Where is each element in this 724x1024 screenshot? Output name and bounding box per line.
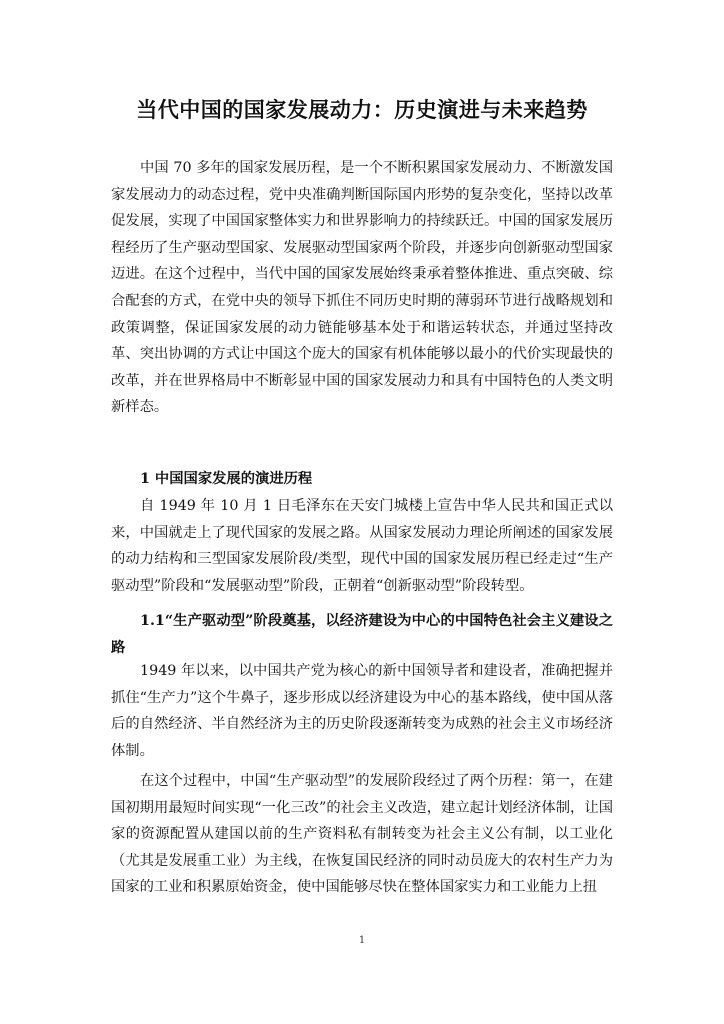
document-title: 当代中国的国家发展动力：历史演进与未来趋势 bbox=[136, 97, 588, 122]
section-1-1-paragraph-2: 在这个过程中，中国“生产驱动型”的发展阶段经过了两个历程：第一，在建国初期用最短时间实现“一化三改”的社会主义改造，建立起计划经济体制，让国家的资源配置从建国以前的生产资料私有制转变为社会主义公有制，以工业化（尤其是发展重工业）为主线，在恢复国民经济的同时动员庞大的农村生产力为国家的工业和积累原始资金，使中国能够尽快在整体国家实力和工业能力上扭 bbox=[111, 773, 613, 896]
section-1-paragraph: 自 1949 年 10 月 1 日毛泽东在天安门城楼上宣告中华人民共和国正式以来，中国就走上了现代国家的发展之路。从国家发展动力理论所阐述的国家发展的动力结构和三型国家发展阶段/类型，现代中国的国家发展历程已经走过“生产驱动型”阶段和“发展驱动型”阶段，正朝着“创新驱动型”阶段转型。 bbox=[111, 498, 613, 594]
section-1-1-paragraph-1: 1949 年以来，以中国共产党为核心的新中国领导者和建设者，准确把握并抓住“生产力”这个牛鼻子，逐步形成以经济建设为中心的基本路线，使中国从落后的自然经济、半自然经济为主的历史阶段逐渐转变为成熟的社会主义市场经济体制。 bbox=[111, 663, 613, 759]
abstract-paragraph: 中国 70 多年的国家发展历程，是一个不断积累国家发展动力、不断激发国家发展动力的动态过程，党中央准确判断国际国内形势的复杂变化，坚持以改革促发展，实现了中国国家整体实力和世界影响力的持续跃迁。中国的国家发展历程经历了生产驱动型国家、发展驱动型国家两个阶段，并逐步向创新驱动型国家迈进。在这个过程中，当代中国的国家发展始终秉承着整体推进、重点突破、综合配套的方式，在党中央的领导下抓住不同历史时期的薄弱环节进行战略规划和政策调整，保证国家发展的动力链能够基本处于和谐运转状态，并通过坚持改革、突出协调的方式让中国这个庞大的国家有机体能够以最小的代价实现最快的改革，并在世界格局中不断彰显中国的国家发展动力和具有中国特色的人类文明新样态。 bbox=[111, 160, 613, 416]
section-1-heading: 1 中国国家发展的演进历程 bbox=[140, 471, 313, 487]
section-1-1-heading: 1.1“生产驱动型”阶段奠基，以经济建设为中心的中国特色社会主义建设之路 bbox=[111, 613, 613, 656]
page-number: 1 bbox=[358, 935, 366, 946]
